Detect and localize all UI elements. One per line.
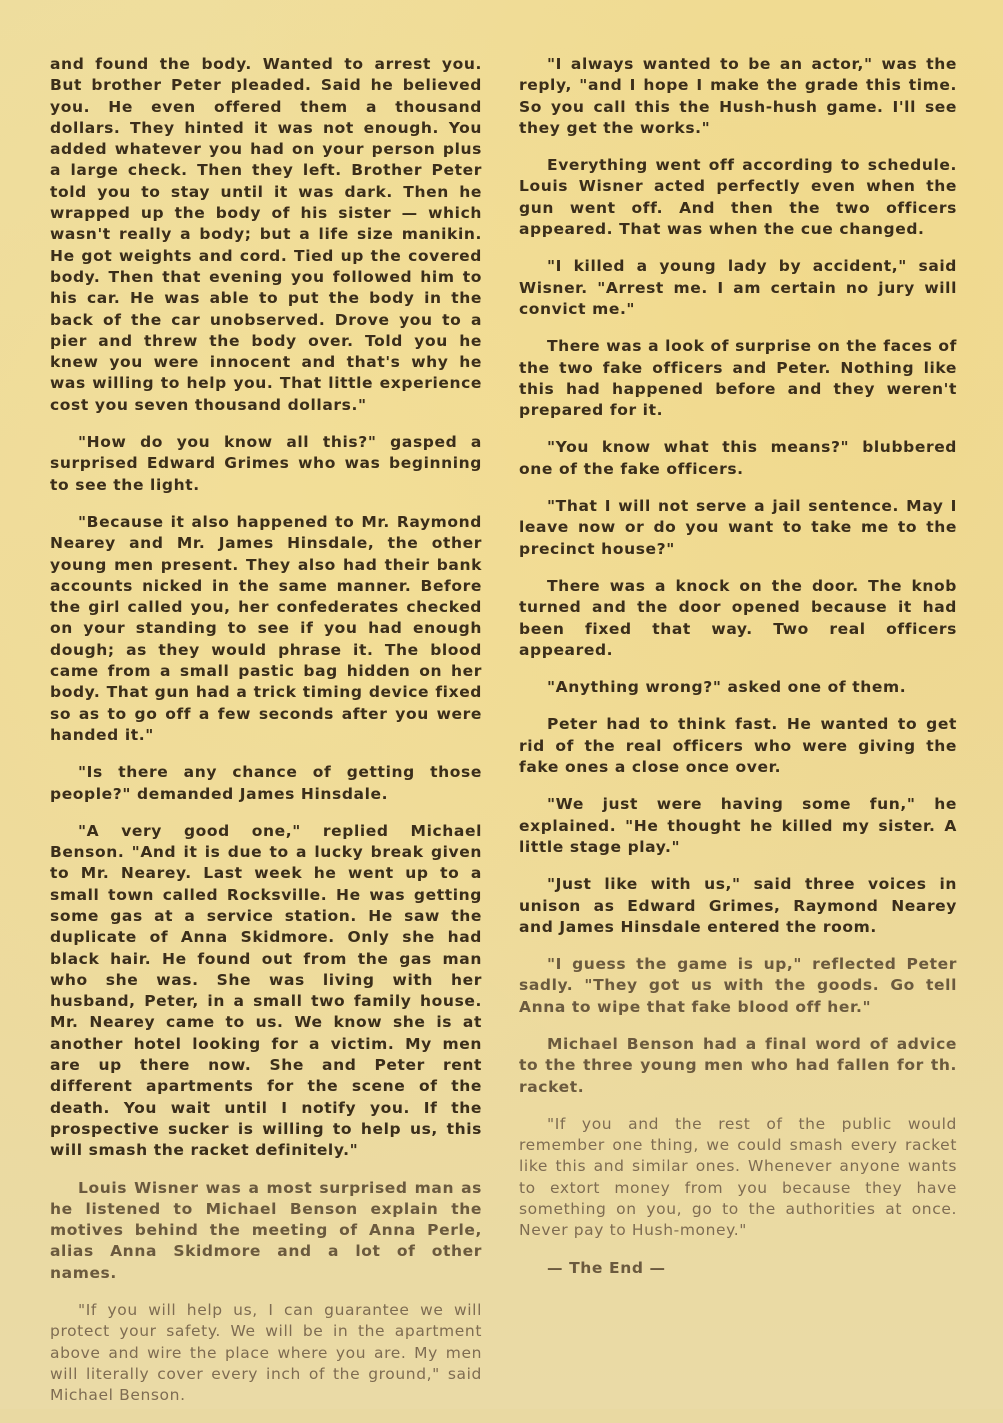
story-paragraph: "You know what this means?" blubbered one of the fake officers. [519, 438, 957, 478]
story-paragraph: "If you and the rest of the public would remember one thing, we could smash every racket like this and similar ones. Whenever anyone wants to extort money from you because they have something on you, go to the authorities at once. Never pay to Hush-money." [519, 1114, 957, 1240]
story-paragraph: Peter had to think fast. He wanted to get rid of the real officers who were giving the fake ones a close once over. [519, 715, 957, 777]
story-paragraph: "I killed a young lady by accident," said Wisner. "Arrest me. I am certain no jury will convict me." [519, 257, 957, 318]
story-paragraph: "I guess the game is up," reflected Peter sadly. "They got us with the goods. Go tell Anna to wipe that fake blood off her." [519, 955, 957, 1016]
story-paragraph: and found the body. Wanted to arrest you. But brother Peter pleaded. Said he believed you. He even offered them a thousand dollars. They hinted it was not enough. You added whatever you had on your person plus a large check. Then they left. Brother Peter told you to stay until it was dark. Then he wrapped up the body of his sister — which wasn't really a body; but a life size manikin. He got weights and cord. Tied up the covered body. Then that evening you followed him to his car. He was able to put the body in the back of the car unobserved. Drove you to a pier and threw the body over. Told you he knew you were innocent and that's why he was willing to help you. That little experience cost you seven thousand dollars." [50, 55, 482, 414]
story-paragraph: "Because it also happened to Mr. Raymond Nearey and Mr. James Hinsdale, the other young men present. They also had their bank accounts nicked in the same manner. Before the girl called you, her confederates checked on your standing to see if you had enough dough; as they would phrase it. The blood came from a small pastic bag hidden on her body. That gun had a trick timing device fixed so as to go off a few seconds after you were handed it." [50, 512, 482, 744]
left-text-column [50, 54, 482, 1423]
right-text-column [519, 54, 957, 1295]
story-paragraph: Everything went off according to schedule. Louis Wisner acted perfectly even when the gun went off. And then the two officers appeared. That was when the cue changed. [519, 156, 957, 239]
story-paragraph: Louis Wisner was a most surprised man as he listened to Michael Benson explain the motives behind the meeting of Anna Perle, alias Anna Skidmore and a lot of other names. [50, 1178, 482, 1282]
story-paragraph: "We just were having some fun," he explained. "He thought he killed my sister. A little stage play." [519, 795, 957, 856]
story-paragraph: "Anything wrong?" asked one of them. [547, 678, 907, 697]
story-paragraph: "A very good one," replied Michael Benson. "And it is due to a lucky break given to Mr. Nearey. Last week he went up to a small town called Rocksville. He was getting some gas at a service station. He saw the duplicate of Anna Skidmore. Only she had black hair. He found out from the gas man who she was. She was living with her husband, Peter, in a small two family house. Mr. Nearey came to us. We know she is at another hotel looking for a victim. My men are up there now. She and Peter rent different apartments for the scene of the death. You wait until I notify you. If the prospective sucker is willing to help us, this will smash the racket definitely." [50, 821, 482, 1160]
story-paragraph: "If you will help us, I can guarantee we will protect your safety. We will be in the apartment above and wire the place where you are. My men will literally cover every inch of the ground," said Michael Benson. [50, 1301, 482, 1405]
story-paragraph: There was a look of surprise on the faces of the two fake officers and Peter. Nothing like this had happened before and they weren't prepared for it. [519, 337, 957, 420]
the-end-mark: — The End — [547, 1258, 666, 1277]
story-paragraph: Michael Benson had a final word of advice to the three young men who had fallen for th. racket. [519, 1034, 957, 1096]
story-paragraph: "I always wanted to be an actor," was the reply, "and I hope I make the grade this time. So you call this the Hush-hush game. I'll see they get the works." [519, 55, 957, 137]
story-paragraph: "Is there any chance of getting those people?" demanded James Hinsdale. [50, 763, 482, 803]
story-paragraph: "Just like with us," said three voices in unison as Edward Grimes, Raymond Nearey and James Hinsdale entered the room. [519, 875, 957, 936]
story-paragraph: There was a knock on the door. The knob turned and the door opened because it had been fixed that way. Two real officers appeared. [519, 576, 957, 659]
story-paragraph: "How do you know all this?" gasped a surprised Edward Grimes who was beginning to see the light. [50, 433, 482, 494]
story-paragraph: "That I will not serve a jail sentence. May I leave now or do you want to take me to the precinct house?" [519, 497, 957, 558]
